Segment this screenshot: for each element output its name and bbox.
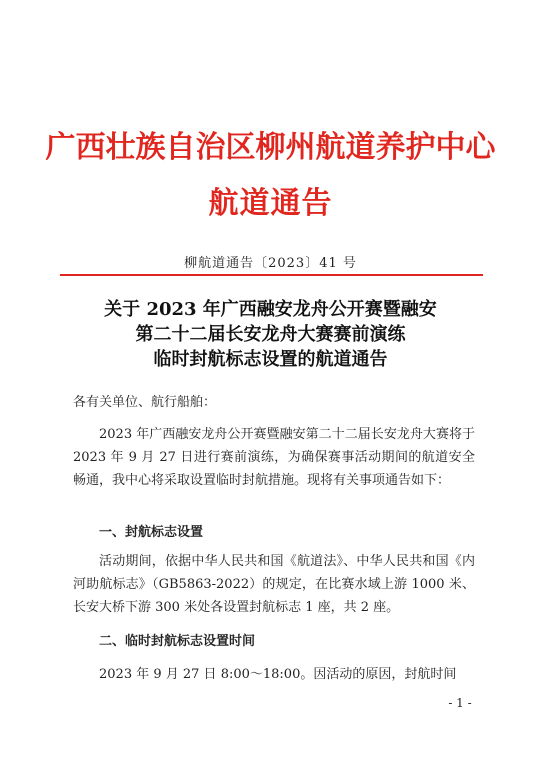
paragraph-sign-setup: 活动期间，依据中华人民共和国《航道法》、中华人民共和国《内河助航标志》（GB5863-2022）的规定，在比赛水域上游 1000 米、长安大桥下游 300 米处各设置封航标志 1 座，共 2 座。 <box>73 554 475 615</box>
subject-line: 临时封航标志设置的航道通告 <box>153 349 388 370</box>
document-number: 柳航道通告〔2023〕41 号 <box>184 256 357 271</box>
red-divider-line <box>60 274 483 276</box>
paragraph-intro: 2023 年广西融安龙舟公开赛暨融安第二十二届长安龙舟大赛将于 2023 年 9 月 27 日进行赛前演练，为确保赛事活动期间的航道安全畅通，我中心将采取设置临时封航措施。现将有关事项通告如下： <box>73 427 475 488</box>
section-heading-1: 一、封航标志设置 <box>99 525 204 540</box>
subject-line: 关于 2023 年广西融安龙舟公开赛暨融安 <box>104 299 437 320</box>
page-number: - 1 - <box>448 696 472 710</box>
notice-subject <box>0 297 541 372</box>
paragraph-closure-time: 2023 年 9 月 27 日 8:00～18:00。因活动的原因，封航时间 <box>99 667 457 682</box>
section-heading-2: 二、临时封航标志设置时间 <box>99 634 256 649</box>
salutation: 各有关单位、航行船舶： <box>73 395 217 410</box>
org-title: 广西壮族自治区柳州航道养护中心 <box>45 130 496 165</box>
notice-title: 航道通告 <box>208 186 333 221</box>
subject-line: 第二十二届长安龙舟大赛赛前演练 <box>135 324 406 345</box>
